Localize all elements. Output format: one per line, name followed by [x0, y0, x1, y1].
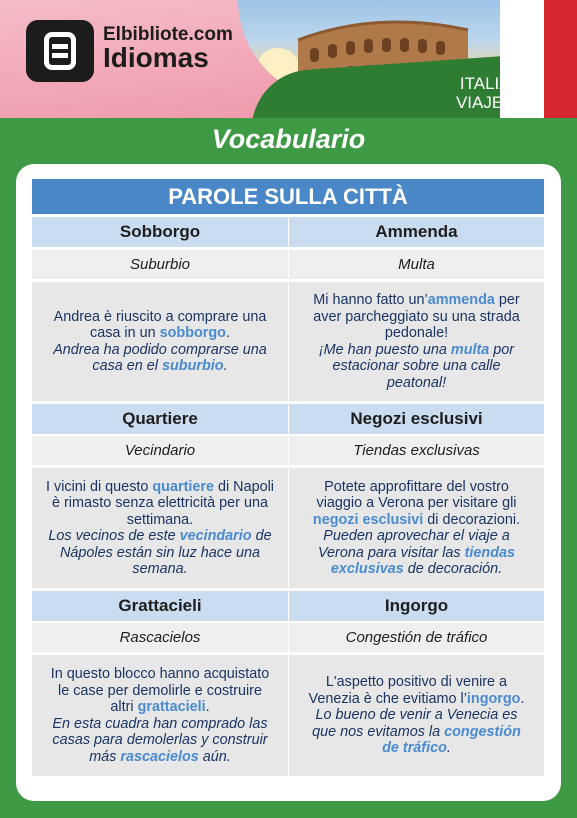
logo-icon [26, 20, 94, 82]
example-italian: Potete approfittare del vostro viaggio a Verona per visitare gli negozi esclusivi di decorazioni. [312, 478, 521, 528]
example-spanish: ¡Me han puesto una multa por estacionar sobre una calle peatonal! [318, 341, 515, 391]
word-header: Grattacieli [32, 591, 288, 621]
word-header: Sobborgo [32, 217, 288, 247]
example-spanish: En esta cuadra han comprado las casas para demolerlas y construir más rascacielos aún. [52, 715, 268, 765]
example [289, 655, 544, 776]
translation: Congestión de tráfico [289, 623, 544, 652]
example-spanish: Andrea ha podido comprarse una casa en el suburbio. [53, 341, 267, 374]
example [32, 655, 288, 776]
translation: Multa [289, 250, 544, 279]
header [0, 0, 577, 118]
section-banner: PAROLE SULLA CITTÀ [32, 179, 544, 214]
word-header: Negozi esclusivi [289, 404, 544, 434]
example-italian: Andrea è riuscito a comprare una casa in un sobborgo. [53, 308, 267, 341]
example-italian: L'aspetto positivo di venire a Venezia è che evitiamo l’ingorgo. [308, 674, 525, 707]
brand-subname: Idiomas [103, 42, 209, 73]
example-spanish: Lo bueno de venir a Venecia es que nos evitamos la congestión de tráfico. [312, 707, 521, 757]
translation: Tiendas exclusivas [289, 436, 544, 465]
example [289, 282, 544, 401]
course-tag [448, 74, 548, 112]
translation: Suburbio [32, 250, 288, 279]
course-tag-line1: ITALIANO [459, 74, 537, 93]
example [32, 282, 288, 401]
example-italian: Mi hanno fatto un’ammenda per aver parcheggiato su una strada pedonale! [313, 292, 520, 341]
example-italian: I vicini di questo quartiere di Napoli è rimasto senza elettricità per una settimana. [46, 478, 274, 528]
example-spanish: Pueden aprovechar el viaje a Verona para visitar las tiendas exclusivas de decoración. [317, 528, 516, 577]
example [32, 468, 288, 588]
page-title: Vocabulario [211, 124, 366, 154]
example-spanish: Los vecinos de este vecindario de Nápoles están sin luz hace una semana. [48, 528, 272, 577]
word-header: Quartiere [32, 404, 288, 434]
translation: Rascacielos [32, 623, 288, 652]
word-header: Ingorgo [289, 591, 544, 621]
translation: Vecindario [32, 436, 288, 465]
course-tag-line2: VIAJEROS [455, 93, 541, 112]
example [289, 468, 544, 588]
word-header: Ammenda [289, 217, 544, 247]
brand-name: Elbibliote.com [103, 24, 233, 45]
example-italian: In questo blocco hanno acquistato le case per demolirle e costruire altri grattacieli. [50, 666, 270, 715]
